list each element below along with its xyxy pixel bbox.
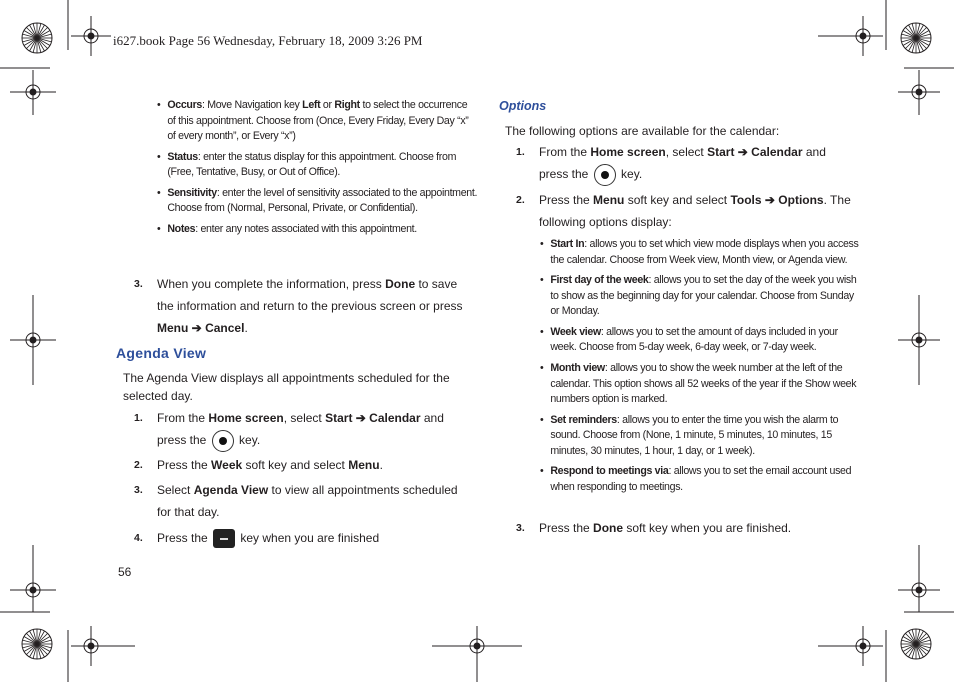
field-bullet-list: [157, 98, 478, 243]
agenda-step-4: 4. Press the key when you are finished: [134, 527, 474, 549]
options-step-3: 3. Press the Done soft key when you are finished.: [516, 521, 792, 535]
list-item: • Month view: allows you to show the week number at the left of the calendar. This option shows all 52 weeks of the year if the Show week numbers option is marked.: [540, 361, 861, 408]
list-item: • First day of the week: allows you to set the day of the week you wish to show as the beginning day for your calendar. Choose from Sunday or Monday.: [540, 273, 861, 320]
step-3-save: 3. When you complete the information, press Done to save the information and return to the previous screen or press Menu ➔ Cancel.: [134, 277, 463, 335]
section-heading-options: Options: [499, 99, 547, 113]
page-number: 56: [118, 565, 132, 579]
list-item: • Respond to meetings via: allows you to set the email account used when responding to meetings.: [540, 464, 861, 495]
options-bullet-list: [540, 237, 859, 501]
options-step-2: 2. Press the Menu soft key and select Tools ➔ Options. The following options display:: [516, 193, 851, 229]
list-item: • Week view: allows you to set the amount of days included in your week. Choose from 5-day week, 6-day week, or 7-day week.: [540, 325, 861, 356]
agenda-step-1: 1. From the Home screen, select Start ➔ Calendar and press the key.: [134, 407, 474, 452]
section-heading-agenda-view: Agenda View: [116, 345, 207, 361]
agenda-step-3: 3. Select Agenda View to view all appointments scheduled for that day.: [134, 483, 458, 519]
back-key-icon: [213, 529, 235, 548]
list-item: • Occurs: Move Navigation key Left or Right to select the occurrence of this appointment. Choose from (Once, Every Friday, Every Day “x” of every month”, or Every “x”): [157, 98, 478, 145]
list-item: • Start In: allows you to set which view mode displays when you access the calendar. Choose from Week view, Month view, or Agenda view.: [540, 237, 861, 268]
options-intro: The following options are available for the calendar:: [505, 124, 780, 138]
list-item: • Sensitivity: enter the level of sensitivity associated to the appointment. Choose from (Normal, Personal, Private, or Confidential).: [157, 186, 478, 217]
list-item: • Status: enter the status display for this appointment. Choose from (Free, Tentative, Busy, or Out of Office).: [157, 150, 478, 181]
options-step-1: 1. From the Home screen, select Start ➔ Calendar and press the key.: [516, 141, 856, 186]
ok-key-icon: [212, 430, 234, 452]
page-header: i627.book Page 56 Wednesday, February 18, 2009 3:26 PM: [113, 33, 423, 48]
ok-key-icon: [594, 164, 616, 186]
agenda-intro: The Agenda View displays all appointments scheduled for the selected day.: [123, 371, 450, 403]
list-item: • Set reminders: allows you to enter the time you wish the alarm to sound. Choose from (None, 1 minute, 5 minutes, 10 minutes, 15 minutes, 30 minutes, 1 hour, 1 day, or 1 week).: [540, 413, 861, 460]
list-item: • Notes: enter any notes associated with this appointment.: [157, 222, 478, 238]
agenda-step-2: 2. Press the Week soft key and select Menu.: [134, 458, 383, 472]
